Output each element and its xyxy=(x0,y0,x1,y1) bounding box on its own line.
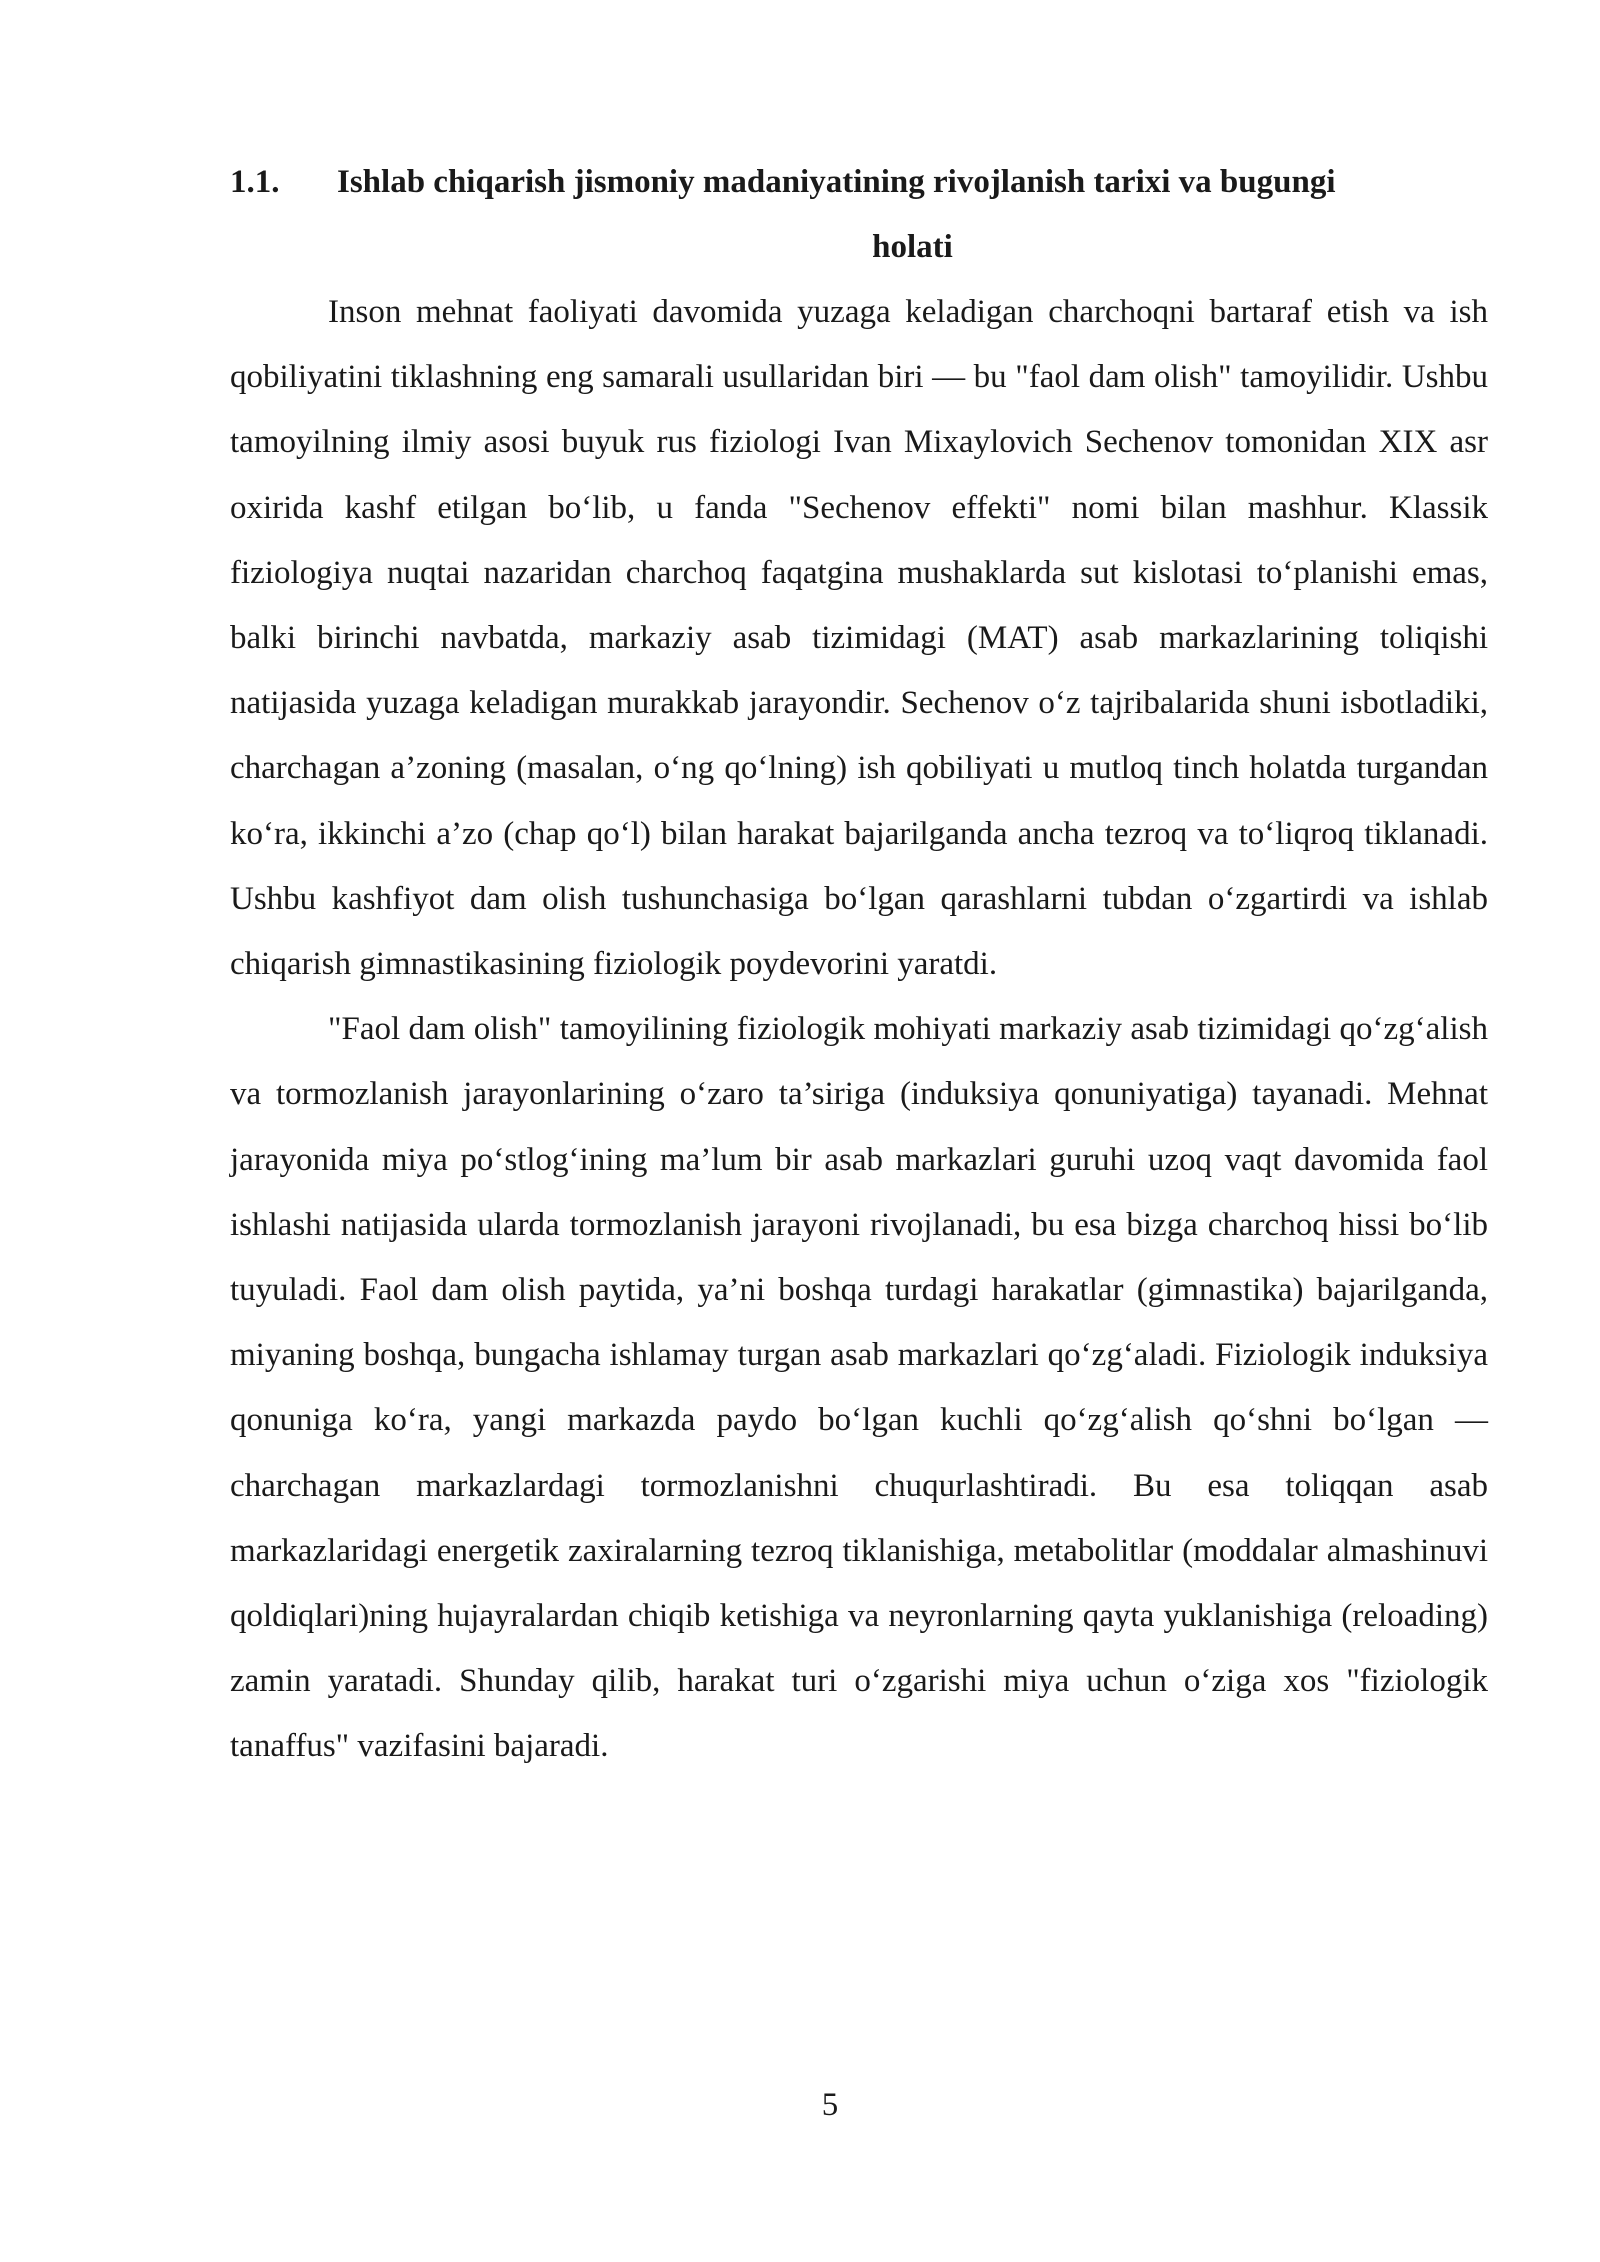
section-title-line2: holati xyxy=(872,229,953,265)
section-number: 1.1. xyxy=(230,164,280,200)
page-number: 5 xyxy=(821,2087,839,2123)
section-title-line1: Ishlab chiqarish jismoniy madaniyatining rivojlanish tarixi va bugungi xyxy=(337,164,1336,200)
section-heading xyxy=(230,150,1488,280)
section-heading-line1 xyxy=(230,150,1488,215)
paragraph: Inson mehnat faoliyati davomida yuzaga keladigan charchoqni bartaraf etish va ish qobiliyatini tiklashning eng samarali usullaridan biri — bu "faol dam olish" tamoyilidir. Ushbu tamoyilning ilmiy asosi buyuk rus fiziologi Ivan Mixaylovich Sechenov tomonidan XIX asr oxirida kashf etilgan bo‘lib, u fanda "Sechenov effekti" nomi bilan mashhur. Klassik fiziologiya nuqtai nazaridan charchoq faqatgina mushaklarda sut kislotasi to‘planishi emas, balki birinchi navbatda, markaziy asab tizimidagi (MAT) asab markazlarining toliqishi natijasida yuzaga keladigan murakkab jarayondir. Sechenov o‘z tajribalarida shuni isbotladiki, charchagan a’zoning (masalan, o‘ng qo‘lning) ish qobiliyati u mutloq tinch holatda turgandan ko‘ra, ikkinchi a’zo (chap qo‘l) bilan harakat bajarilganda ancha tezroq va to‘liqroq tiklanadi. Ushbu kashfiyot dam olish tushunchasiga bo‘lgan qarashlarni tubdan o‘zgartirdi va ishlab chiqarish gimnastikasining fiziologik poydevorini yaratdi. xyxy=(230,294,1488,983)
body-text xyxy=(230,280,1488,1780)
paragraph: "Faol dam olish" tamoyilining fiziologik mohiyati markaziy asab tizimidagi qo‘zg‘alish va tormozlanish jarayonlarining o‘zaro ta’siriga (induksiya qonuniyatiga) tayanadi. Mehnat jarayonida miya po‘stlog‘ining ma’lum bir asab markazlari guruhi uzoq vaqt davomida faol ishlashi natijasida ularda tormozlanish jarayoni rivojlanadi, bu esa bizga charchoq hissi bo‘lib tuyuladi. Faol dam olish paytida, ya’ni boshqa turdagi harakatlar (gimnastika) bajarilganda, miyaning boshqa, bungacha ishlamay turgan asab markazlari qo‘zg‘aladi. Fiziologik induksiya qonuniga ko‘ra, yangi markazda paydo bo‘lgan kuchli qo‘zg‘alish qo‘shni bo‘lgan — charchagan markazlardagi tormozlanishni chuqurlashtiradi. Bu esa toliqqan asab markazlaridagi energetik zaxiralarning tezroq tiklanishiga, metabolitlar (moddalar almashinuvi qoldiqlari)ning hujayralardan chiqib ketishiga va neyronlarning qayta yuklanishiga (reloading) zamin yaratadi. Shunday qilib, harakat turi o‘zgarishi miya uchun o‘ziga xos "fiziologik tanaffus" vazifasini bajaradi. xyxy=(230,1011,1488,1765)
